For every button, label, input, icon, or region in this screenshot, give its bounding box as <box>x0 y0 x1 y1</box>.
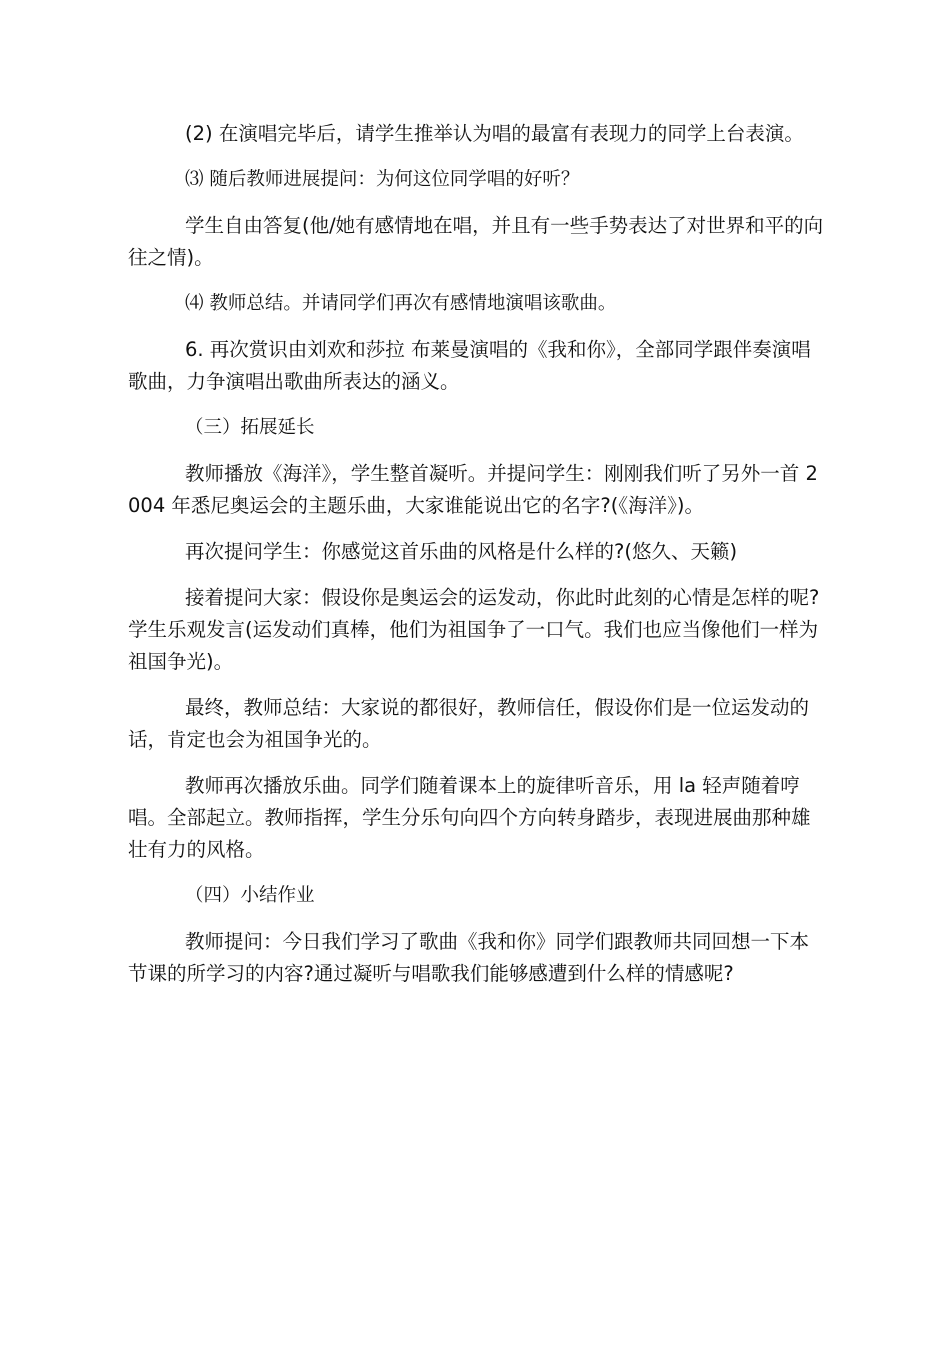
paragraph-performance: (2) 在演唱完毕后，请学生推举认为唱的最富有表现力的同学上台表演。 <box>185 122 804 145</box>
paragraph-athlete-question: 接着提问大家：假设你是奥运会的运发动，你此时此刻的心情是怎样的呢?学生乐观发言(运发动们真棒，他们为祖国争了一口气。我们也应当像他们一样为祖国争光)。 <box>128 586 820 673</box>
document-page <box>128 118 828 1004</box>
paragraph-teacher-question: 教师提问：今日我们学习了歌曲《我和你》同学们跟教师共同回想一下本节课的所学习的内容?通过凝听与唱歌我们能够感遭到什么样的情感呢? <box>128 930 810 985</box>
paragraph-style-question: 再次提问学生：你感觉这首乐曲的风格是什么样的?(悠久、天籁) <box>185 540 738 563</box>
section-heading-summary: （四）小结作业 <box>185 885 315 906</box>
paragraph-question: ⑶ 随后教师进展提问：为何这位同学唱的好听？ <box>185 169 580 190</box>
paragraph-replay-music: 教师再次播放乐曲。同学们随着课本上的旋律听音乐，用 la 轻声随着哼唱。全部起立。教师指挥，学生分乐句向四个方向转身踏步，表现进展曲那种雄壮有力的风格。 <box>128 774 811 861</box>
paragraph-student-answer: 学生自由答复(他/她有感情地在唱，并且有一些手势表达了对世界和平的向往之情)。 <box>128 214 824 269</box>
paragraph-teacher-summary: ⑷ 教师总结。并请同学们再次有感情地演唱该歌曲。 <box>185 293 617 314</box>
paragraph-ocean-playback: 教师播放《海洋》，学生整首凝听。并提问学生：刚刚我们听了另外一首 2004 年悉尼奥运会的主题乐曲，大家谁能说出它的名字?(《海洋》)。 <box>128 462 818 517</box>
paragraph-appreciation: 6. 再次赏识由刘欢和莎拉 布莱曼演唱的《我和你》，全部同学跟伴奏演唱歌曲，力争演唱出歌曲所表达的涵义。 <box>128 338 811 393</box>
paragraph-final-summary: 最终，教师总结：大家说的都很好，教师信任，假设你们是一位运发动的话，肯定也会为祖国争光的。 <box>128 696 810 751</box>
section-heading-extension: （三）拓展延长 <box>185 417 315 438</box>
